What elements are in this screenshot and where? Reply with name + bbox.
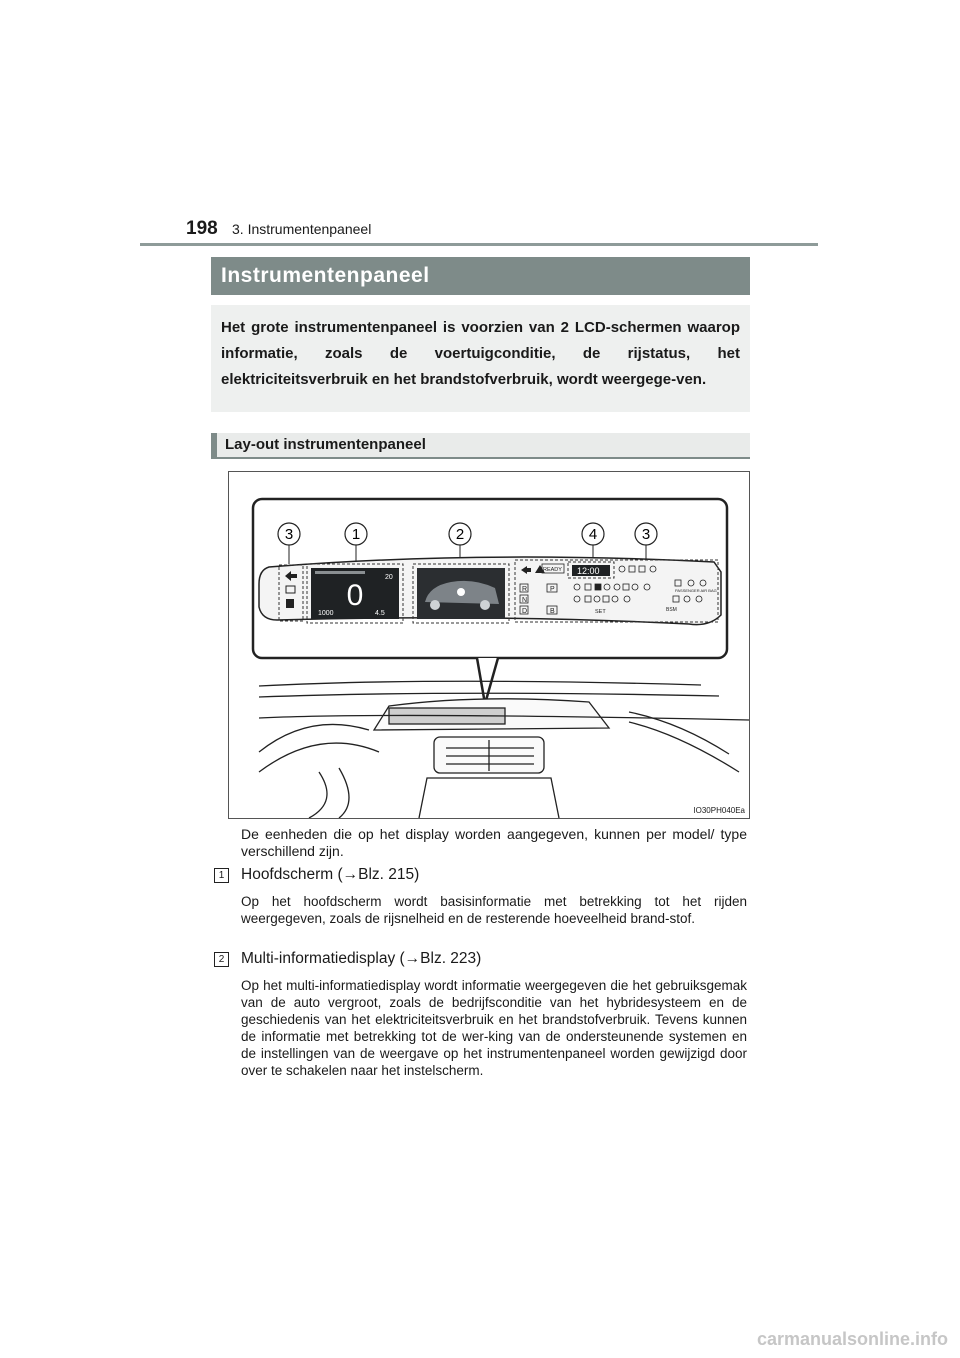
callout-3-left-label: 3	[284, 526, 294, 543]
item-description: Op het multi-informatiedisplay wordt informatie weergegeven die het gebruiksgemak van de auto vergroot, zoals de bedrijfsconditie van het hybridesysteem en de geschiedenis van het elektriciteitsverbruik en het brandstofverbruik. Tevens kunnen de informatie met betrekking tot de wer-king van de ondersteunende systemen en de instellingen van de weergave op het instrumentenpaneel worden gewijzigd door over te schakelen naar het instelscherm.	[241, 978, 747, 1078]
callout-1-label: 1	[351, 526, 361, 543]
economy-readout: 4.5	[375, 610, 385, 617]
park-indicator: P	[550, 586, 555, 593]
chapter-title: 3. Instrumentenpaneel	[232, 221, 372, 237]
section-banner: Instrumentenpaneel	[211, 257, 750, 295]
page-number: 198	[186, 218, 218, 239]
range-readout: 20	[385, 574, 393, 581]
gear-r: R	[522, 586, 528, 593]
multi-information-display	[413, 564, 509, 623]
bsm-indicator: BSM	[666, 607, 677, 613]
callout-4	[582, 523, 604, 545]
callout-2	[449, 523, 471, 545]
item-number: 1	[214, 868, 229, 883]
display-units-note: De eenheden die op het display worden aangegeven, kunnen per model/ type verschillend zijn.	[241, 826, 747, 859]
item-title-link[interactable]: Multi-informatiedisplay (→Blz. 223)	[241, 950, 482, 967]
brake-mode-indicator: B	[550, 608, 555, 615]
item-number: 2	[214, 952, 229, 967]
watermark: carmanualsonline.info	[756, 1329, 948, 1349]
clock-readout: 12:00	[577, 566, 600, 576]
callout-3-right	[635, 523, 657, 545]
dashboard-scene	[259, 681, 749, 818]
header-rule	[140, 243, 818, 246]
ready-indicator: READY	[543, 567, 562, 573]
figure-code: IO30PH040Ea	[693, 806, 745, 815]
speed-readout: 0	[346, 579, 364, 612]
callout-2-label: 2	[455, 526, 465, 543]
instrument-panel-figure	[228, 471, 750, 819]
passenger-airbag-indicator: PASSENGER AIR BAG	[675, 588, 717, 593]
odometer-readout: 1000	[318, 610, 334, 617]
instrument-panel-illustration	[229, 472, 749, 818]
callout-3-right-label: 3	[641, 526, 651, 543]
intro-box: Het grote instrumentenpaneel is voorzien van 2 LCD-schermen waarop informatie, zoals de voertuigconditie, de rijstatus, het elektriciteitsverbruik en het brandstofverbruik, wordt weergege-ven.	[211, 305, 750, 412]
subsection-heading: Lay-out instrumentenpaneel	[211, 433, 750, 459]
callout-4-label: 4	[588, 526, 598, 543]
item-title-link[interactable]: Hoofdscherm (→Blz. 215)	[241, 866, 420, 883]
gear-d: D	[522, 608, 528, 615]
item-description: Op het hoofdscherm wordt basisinformatie met betrekking tot het rijden weergegeven, zoals de rijsnelheid en de resterende hoeveelheid brand-stof.	[241, 894, 747, 926]
callout-markers	[278, 523, 657, 545]
set-indicator: SET	[595, 609, 606, 615]
gear-n: N	[522, 597, 528, 604]
callout-1	[345, 523, 367, 545]
main-display	[307, 564, 403, 623]
callout-3-left	[278, 523, 300, 545]
